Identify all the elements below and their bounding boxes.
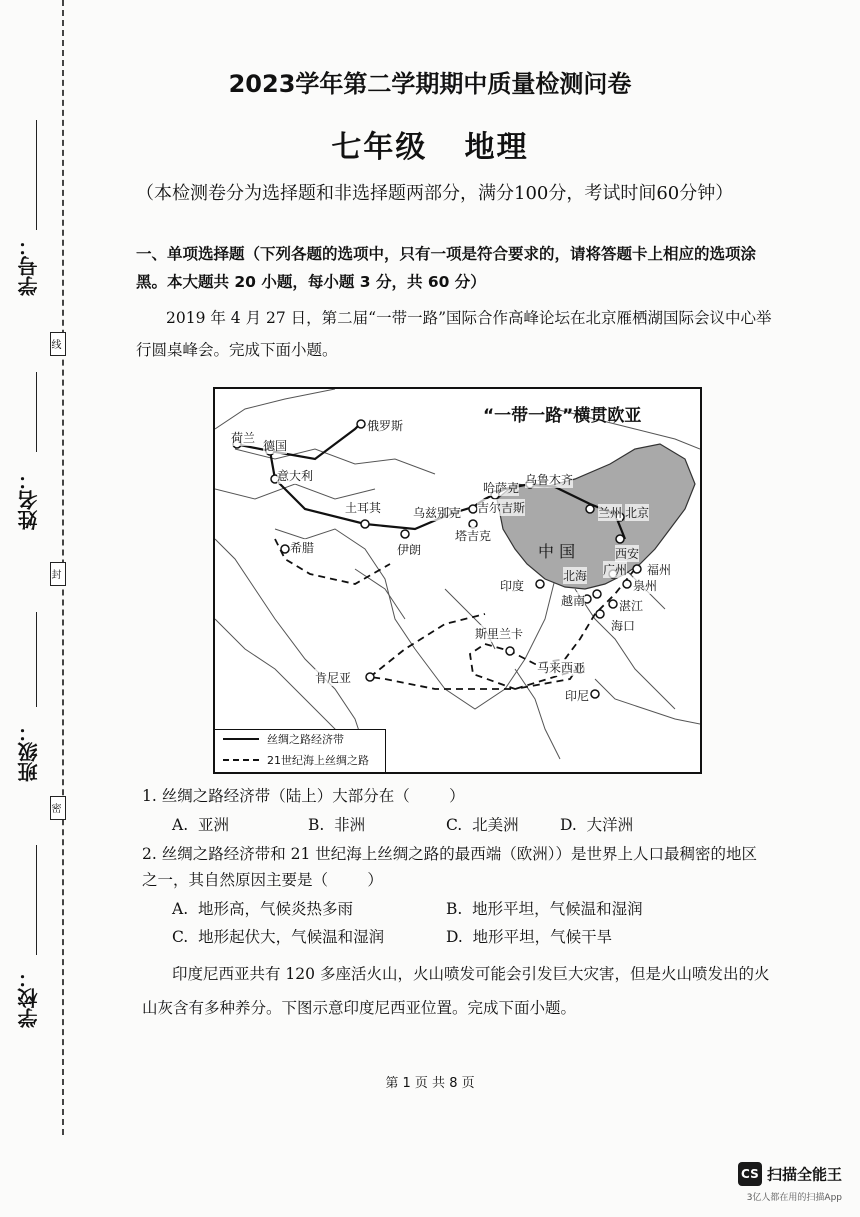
intro-line1: 2019 年 4 月 27 日，第二届“一带一路”国际合作高峰论坛在北京雁栖湖国际会议中心举 [166,309,772,327]
name-label: 姓名： [17,470,41,530]
q1-option-d: D. 大洋洲 [560,816,634,834]
q1-option-b: B. 非洲 [308,816,366,834]
school-line [36,845,37,955]
q1-stem: 1. 丝绸之路经济带（陆上）大部分在（ ） [142,787,465,805]
q2-option-d: D. 地形平坦，气候干旱 [446,928,613,946]
legend-maritime-label: 21世纪海上丝绸之路 [267,754,369,767]
map-place-21: 越南 [561,594,586,608]
name-line [36,372,37,452]
map-place-18: 北海 [563,569,588,583]
map-place-11: 塔吉克 [455,529,492,543]
class-label: 班级： [17,722,41,782]
belt-road-map [213,387,702,774]
map-place-22: 印度 [500,579,525,593]
map-place-9: 乌兹别克 [413,506,462,520]
map-place-17: 广州 [603,563,628,577]
map-place-20: 海口 [611,619,636,633]
intro-line2: 行圆桌峰会。完成下面小题。 [136,341,338,359]
map-place-7: 哈萨克 [483,481,520,495]
map-legend [215,729,386,772]
scanner-brand [738,1162,842,1203]
q1-option-c: C. 北美洲 [446,816,519,834]
map-place-19: 湛江 [619,599,644,613]
map-place-4: 土耳其 [345,501,382,515]
student-id-label: 学号： [17,236,41,296]
seal-mark-line: 线 [50,332,66,356]
map-place-16: 泉州 [633,579,658,593]
section-heading-line1: 一、单项选择题（下列各题的选项中，只有一项是符合要求的，请将答题卡上相应的选项涂 [136,245,757,263]
legend-silk-road-label: 丝绸之路经济带 [267,733,344,746]
scanner-logo-icon: CS [738,1162,762,1186]
map-place-5: 希腊 [290,541,315,555]
school-label: 学校： [17,968,41,1028]
legend-dashed-line [223,759,259,761]
map-place-14: 西安 [615,547,640,561]
map-place-26: 肯尼亚 [315,671,352,685]
section-heading-line2: 黑。本大题共 20 小题，每小题 3 分，共 60 分） [136,273,486,291]
exam-subject: 七年级 地理 [331,130,529,165]
map-place-13: 北京 [625,506,650,520]
q2-option-c: C. 地形起伏大，气候温和湿润 [172,928,385,946]
q2-stem-line1: 2. 丝绸之路经济带和 21 世纪海上丝绸之路的最西端（欧洲））是世界上人口最稠密的地区 [142,845,758,863]
map-place-0: 俄罗斯 [367,419,404,433]
q2-option-a: A. 地形高，气候炎热多雨 [172,900,353,918]
map-place-3: 意大利 [277,469,314,483]
map-place-25: 印尼 [565,689,590,703]
passage2-line1: 印度尼西亚共有 120 多座活火山，火山喷发可能会引发巨大灾害，但是火山喷发出的火 [172,965,770,983]
page-number: 第 1 页 共 8 页 [385,1076,475,1091]
map-place-1: 荷兰 [231,431,256,445]
seal-mark-secret: 密 [50,796,66,820]
passage2-line2: 山灰含有多种养分。下图示意印度尼西亚位置。完成下面小题。 [142,999,577,1017]
map-place-23: 斯里兰卡 [475,627,524,641]
exam-note: （本检测卷分为选择题和非选择题两部分，满分100分，考试时间60分钟） [136,183,734,204]
q1-option-a: A. 亚洲 [172,816,229,834]
class-line [36,612,37,707]
map-title: “一带一路”横贯欧亚 [483,406,642,426]
q2-stem-line2: 之一，其自然原因主要是（ ） [142,871,383,889]
map-place-8: 乌鲁木齐 [525,473,574,487]
map-place-15: 福州 [647,563,672,577]
exam-title: 2023学年第二学期期中质量检测问卷 [228,70,632,98]
legend-solid-line [223,738,259,740]
map-china-label: 中 国 [538,542,576,561]
map-place-10: 吉尔吉斯 [477,501,526,515]
map-place-2: 德国 [263,439,288,453]
scanner-brand-name: 扫描全能王 [766,1165,842,1184]
q2-option-b: B. 地形平坦，气候温和湿润 [446,900,643,918]
map-place-12: 兰州 [598,506,623,520]
map-place-6: 伊朗 [397,543,422,557]
map-drawing [215,389,700,772]
scanner-tagline: 3亿人都在用的扫描App [746,1193,842,1203]
map-place-24: 马来西亚 [537,661,586,675]
seal-mark-seal: 封 [50,562,66,586]
